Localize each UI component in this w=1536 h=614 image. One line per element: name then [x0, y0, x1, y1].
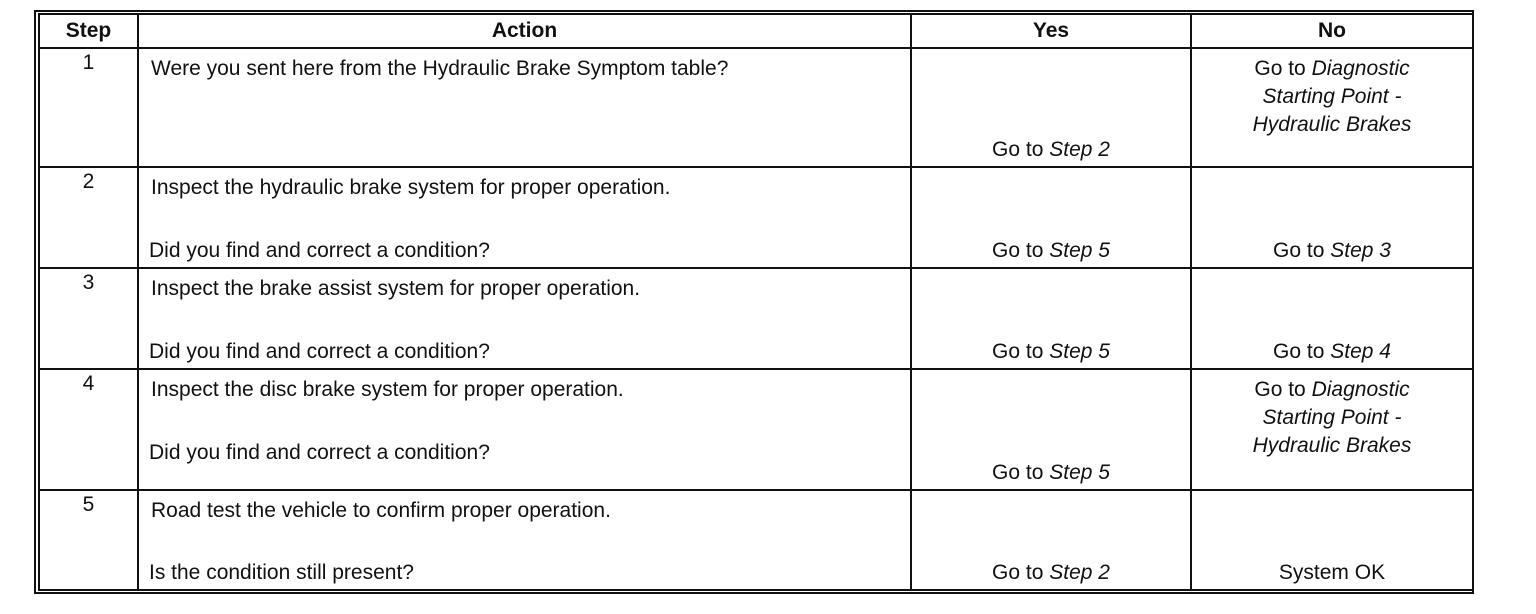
action-text: Inspect the brake assist system for proper operation. [151, 277, 641, 300]
action-cell [138, 167, 911, 268]
yes-outcome [912, 559, 1190, 587]
yes-step-link[interactable]: Step 5 [1049, 340, 1110, 363]
yes-cell [911, 167, 1191, 268]
no-cell [1191, 369, 1473, 490]
no-outcome [1192, 376, 1472, 460]
no-outcome [1192, 55, 1472, 139]
yes-cell [911, 48, 1191, 167]
yes-cell [911, 369, 1191, 490]
yes-outcome [912, 459, 1190, 487]
header-action: Action [138, 14, 911, 48]
step-number: 4 [39, 369, 138, 490]
no-result-text: System OK [1278, 561, 1386, 584]
no-outcome [1192, 237, 1472, 265]
action-text: Inspect the disc brake system for proper operation. [151, 378, 624, 401]
no-ref-line3[interactable]: Hydraulic Brakes [1252, 113, 1412, 136]
yes-prefix: Go to [992, 138, 1044, 161]
no-cell [1191, 268, 1473, 369]
action-text: Were you sent here from the Hydraulic Brake Symptom table? [151, 57, 729, 80]
yes-step-link[interactable]: Step 2 [1049, 138, 1110, 161]
no-ref-line3[interactable]: Hydraulic Brakes [1252, 434, 1412, 457]
no-cell [1191, 490, 1473, 590]
no-outcome [1192, 559, 1472, 587]
action-question: Did you find and correct a condition? [149, 441, 490, 464]
yes-step-link[interactable]: Step 5 [1049, 239, 1110, 262]
diagnostic-table [38, 13, 1474, 591]
table-row [39, 268, 1473, 369]
yes-prefix: Go to [992, 461, 1044, 484]
no-step-link[interactable]: Step 3 [1330, 239, 1391, 262]
no-ref-line2[interactable]: Starting Point - [1262, 85, 1402, 108]
header-row [39, 14, 1473, 48]
table-row [39, 48, 1473, 167]
no-ref-line2[interactable]: Starting Point - [1262, 406, 1402, 429]
yes-prefix: Go to [992, 561, 1044, 584]
no-step-link[interactable]: Step 4 [1330, 340, 1391, 363]
action-cell [138, 369, 911, 490]
action-cell [138, 268, 911, 369]
yes-cell [911, 268, 1191, 369]
no-ref-line1[interactable]: Diagnostic [1311, 378, 1410, 401]
table-row [39, 167, 1473, 268]
yes-prefix: Go to [992, 239, 1044, 262]
no-cell [1191, 167, 1473, 268]
action-text: Inspect the hydraulic brake system for proper operation. [151, 176, 671, 199]
yes-outcome [912, 237, 1190, 265]
yes-outcome [912, 338, 1190, 366]
header-no: No [1191, 14, 1473, 48]
no-outcome [1192, 338, 1472, 366]
step-number: 1 [39, 48, 138, 167]
no-ref-line1[interactable]: Diagnostic [1311, 57, 1410, 80]
step-number: 3 [39, 268, 138, 369]
yes-prefix: Go to [992, 340, 1044, 363]
no-line1 [1192, 376, 1472, 404]
yes-outcome [912, 136, 1190, 164]
action-text: Road test the vehicle to confirm proper operation. [151, 499, 611, 522]
yes-step-link[interactable]: Step 5 [1049, 461, 1110, 484]
step-number: 5 [39, 490, 138, 590]
action-question: Did you find and correct a condition? [149, 340, 490, 363]
header-step: Step [39, 14, 138, 48]
header-yes: Yes [911, 14, 1191, 48]
yes-cell [911, 490, 1191, 590]
step-number: 2 [39, 167, 138, 268]
yes-step-link[interactable]: Step 2 [1049, 561, 1110, 584]
table-row [39, 369, 1473, 490]
table-row [39, 490, 1473, 590]
no-line1 [1192, 55, 1472, 83]
no-prefix: Go to [1254, 378, 1306, 401]
no-prefix: Go to [1254, 57, 1306, 80]
action-cell [138, 48, 911, 167]
no-cell [1191, 48, 1473, 167]
action-question: Did you find and correct a condition? [149, 239, 490, 262]
no-prefix: Go to [1273, 239, 1325, 262]
action-cell [138, 490, 911, 590]
action-question: Is the condition still present? [149, 561, 414, 584]
no-prefix: Go to [1273, 340, 1325, 363]
